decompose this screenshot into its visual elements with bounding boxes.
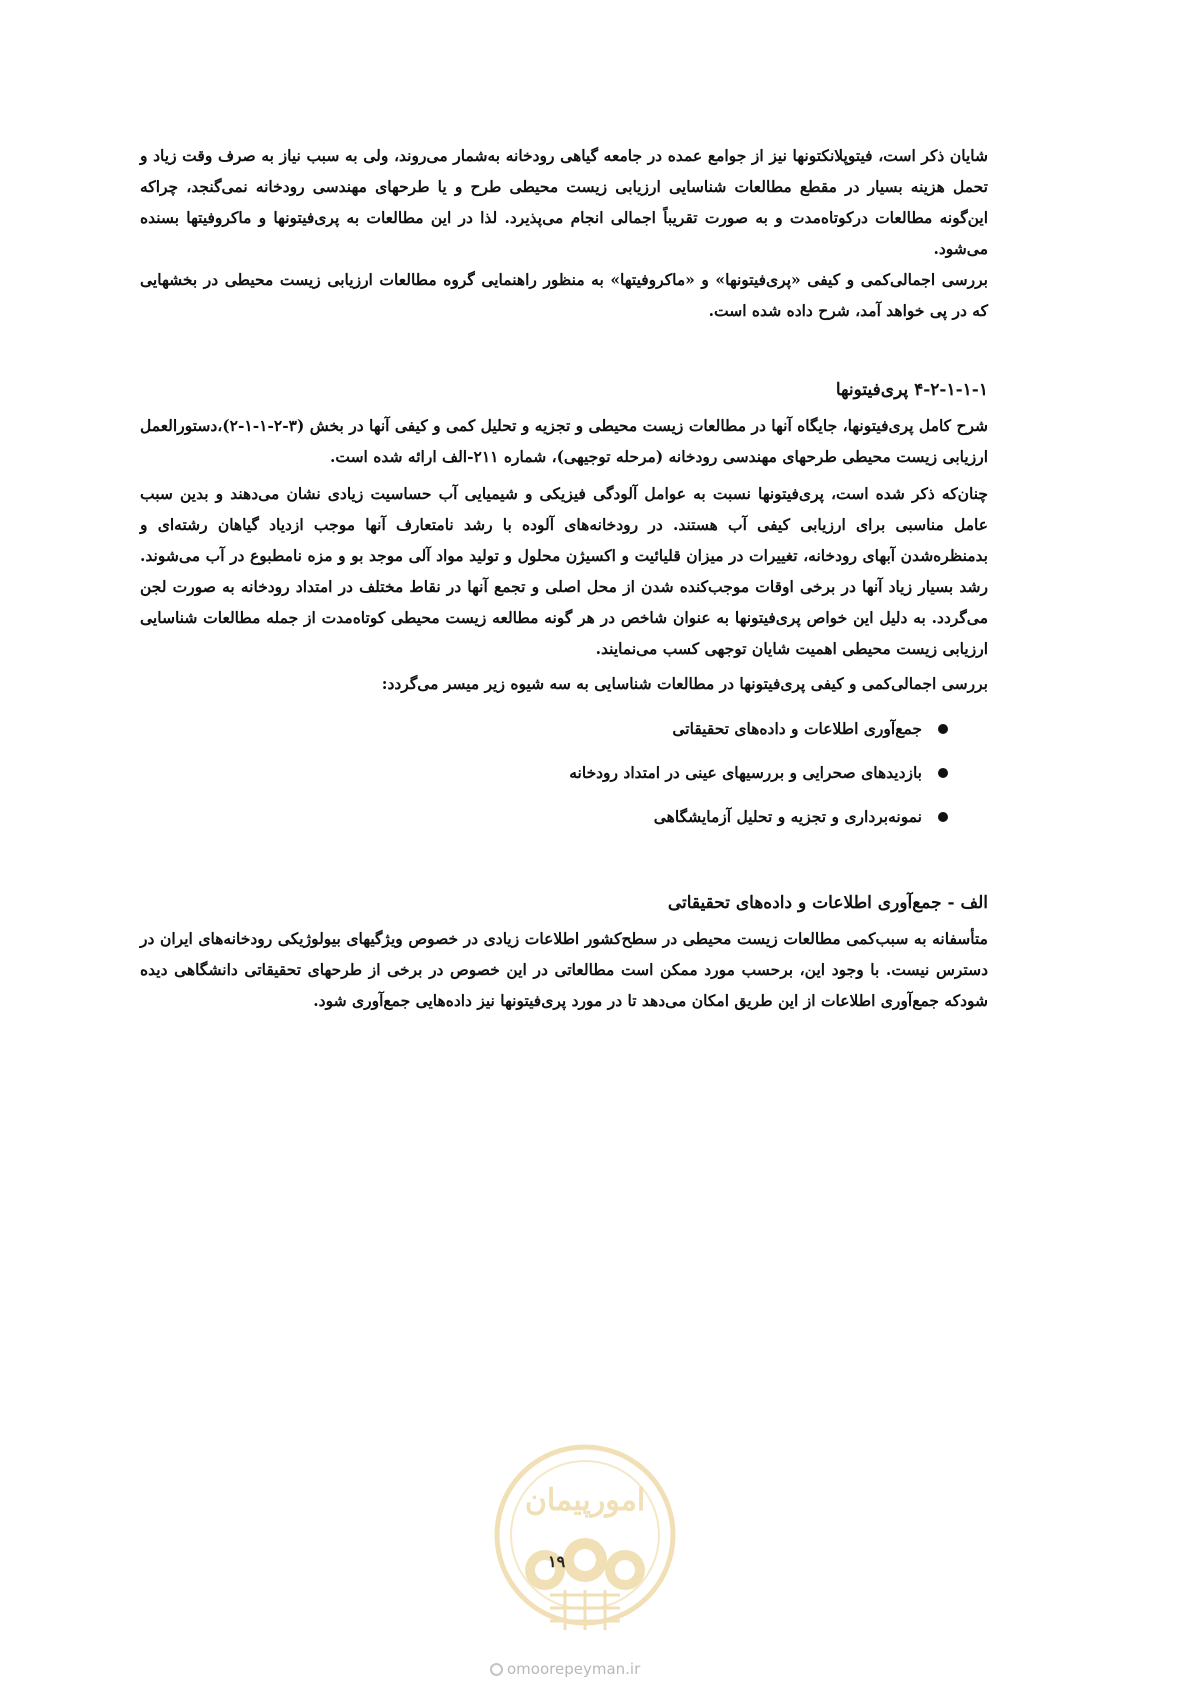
section-heading: ۴-۲-۱-۱-۱ پری‌فیتونها <box>835 380 988 400</box>
watermark-logo-icon <box>490 1440 680 1650</box>
section-paragraph-1: شرح کامل پری‌فیتونها، جایگاه آنها در مطالعات زیست محیطی و تجزیه و تحلیل کمی و کیفی آنها در بخش (۳-۲-۱-۱-۲)،دستورالعمل ارزیابی زیست محیطی طرحهای مهندسی رودخانه (مرحله توجیهی)، شماره ۲۱۱-الف ارائه شده است. <box>140 416 988 466</box>
website-url: omoorepeyman.ir <box>507 1660 641 1678</box>
methods-list <box>140 707 948 839</box>
globe-icon <box>490 1663 503 1676</box>
list-item-text: جمع‌آوری اطلاعات و داده‌های تحقیقاتی <box>672 719 922 738</box>
subsection-heading: الف - جمع‌آوری اطلاعات و داده‌های تحقیقاتی <box>667 893 988 913</box>
bullet-icon <box>938 768 948 778</box>
intro-paragraph-2: بررسی اجمالی‌کمی و کیفی «پری‌فیتونها» و «ماکروفیتها» به منظور راهنمایی گروه مطالعات ارزیابی زیست محیطی در بخشهایی که در پی خواهد آمد، شرح داده شده است. <box>140 270 988 320</box>
bullet-icon <box>938 724 948 734</box>
list-item <box>140 751 948 795</box>
list-item-text: بازدیدهای صحرایی و بررسیهای عینی در امتداد رودخانه <box>569 763 922 782</box>
section-paragraph-2: چنان‌که ذکر شده است، پری‌فیتونها نسبت به عوامل آلودگی فیزیکی و شیمیایی آب حساسیت زیادی نشان می‌دهند و بدین سبب عامل مناسبی برای ارزیابی کیفی آب هستند. در رودخانه‌های آلوده با رشد نامتعارف آنها موجب ازدیاد گیاهان رشته‌ای و بدمنظره‌شدن آبهای رودخانه، تغییرات در میزان قلیائیت و اکسیژن محلول و تولید مواد آلی موجد بو و مزه نامطبوع در آب می‌شوند. رشد بسیار زیاد آنها در برخی اوقات موجب‌کنده شدن از محل اصلی و تجمع آنها در نقاط مختلف در امتداد رودخانه به صورت لجن می‌گردد. به دلیل این خواص پری‌فیتونها به عنوان شاخص در هر گونه مطالعه زیست محیطی کوتاه‌مدت از جمله مطالعات شناسایی ارزیابی زیست محیطی اهمیت شایان توجهی کسب می‌نمایند. <box>140 484 988 658</box>
list-item <box>140 795 948 839</box>
list-item-text: نمونه‌برداری و تجزیه و تحلیل آزمایشگاهی <box>653 807 922 826</box>
page-content <box>140 140 988 1016</box>
website-footer <box>490 1660 640 1678</box>
page-number: ۱۹ <box>548 1552 566 1571</box>
list-item <box>140 707 948 751</box>
intro-paragraph-1: شایان ذکر است، فیتوپلانکتونها نیز از جوامع عمده در جامعه گیاهی رودخانه به‌شمار می‌روند، ولی به سبب نیاز به صرف وقت زیاد و تحمل هزینه بسیار در مقطع مطالعات شناسایی ارزیابی زیست محیطی طرح و یا طرحهای مهندسی رودخانه نمی‌گنجد، چراکه این‌گونه مطالعات درکوتاه‌مدت و به صورت تقریباً اجمالی انجام می‌پذیرد. لذا در این مطالعات به پری‌فیتونها و ماکروفیتها بسنده می‌شود. <box>140 146 988 258</box>
final-paragraph: متأسفانه به سبب‌کمی مطالعات زیست محیطی در سطح‌کشور اطلاعات زیادی در خصوص ویژگیهای بیولوژیکی رودخانه‌های ایران در دسترس نیست. با وجود این، برحسب مورد ممکن است مطالعاتی در این خصوص در برخی از طرحهای تحقیقاتی دانشگاهی دیده شودکه جمع‌آوری اطلاعات از این طریق امکان می‌دهد تا در مورد پری‌فیتونها نیز داده‌هایی جمع‌آوری شود. <box>140 929 988 1010</box>
section-paragraph-3: بررسی اجمالی‌کمی و کیفی پری‌فیتونها در مطالعات شناسایی به سه شیوه زیر میسر می‌گردد: <box>381 674 988 693</box>
svg-text:امورپیمان: امورپیمان <box>524 1483 646 1518</box>
bullet-icon <box>938 812 948 822</box>
